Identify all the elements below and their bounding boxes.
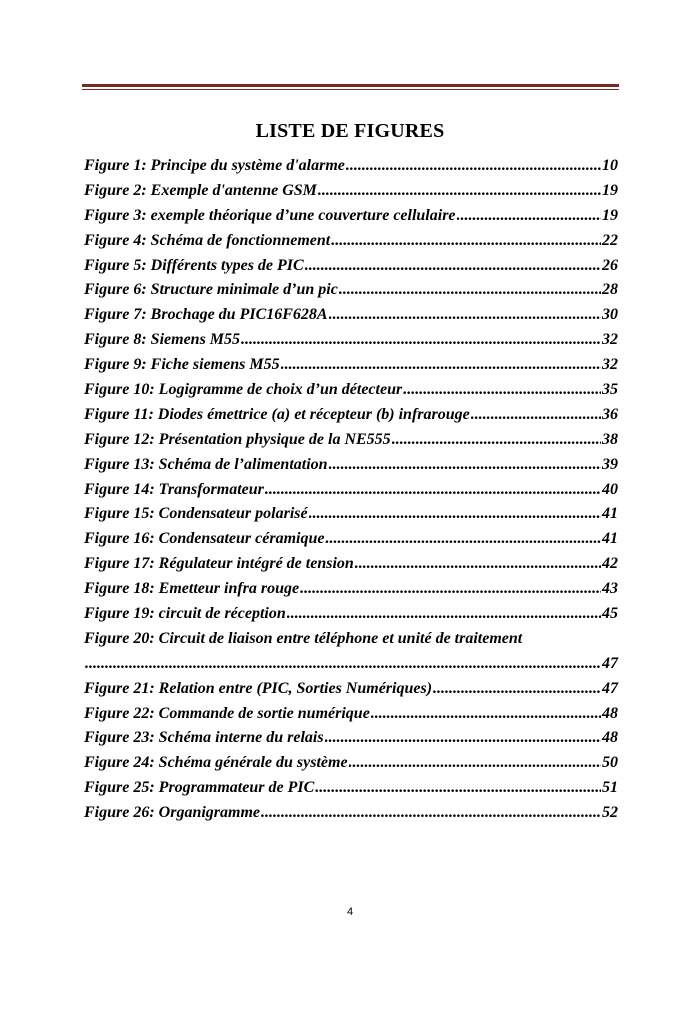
figure-page: 36	[602, 405, 618, 423]
dot-leader	[309, 502, 601, 527]
page-number: 4	[346, 906, 354, 918]
figure-list	[84, 154, 618, 826]
figure-page: 48	[602, 729, 618, 747]
toc-entry-figure-7[interactable]	[84, 303, 618, 328]
figure-label: Figure 18: Emetteur infra rouge	[84, 580, 300, 598]
dot-leader	[305, 254, 601, 279]
dot-leader	[85, 652, 601, 677]
toc-entry-figure-26[interactable]	[84, 801, 618, 826]
toc-entry-figure-12[interactable]	[84, 428, 618, 453]
toc-entry-figure-18[interactable]	[84, 577, 618, 602]
figure-page: 32	[602, 356, 618, 374]
figure-label: Figure 19: circuit de réception	[84, 605, 286, 623]
dot-leader	[329, 453, 601, 478]
figure-page: 45	[602, 605, 618, 623]
toc-entry-figure-21[interactable]	[84, 677, 618, 702]
dot-leader	[371, 702, 601, 727]
toc-entry-figure-8[interactable]	[84, 328, 618, 353]
figure-label: Figure 1: Principe du système d'alarme	[84, 157, 345, 174]
toc-entry-figure-24[interactable]	[84, 751, 618, 776]
figure-page: 43	[602, 580, 618, 598]
figure-label: Figure 23: Schéma interne du relais	[84, 729, 324, 747]
dot-leader	[457, 204, 601, 229]
figure-label: Figure 17: Régulateur intégré de tension	[84, 555, 354, 573]
figure-page: 26	[602, 256, 618, 274]
figure-label: Figure 26: Organigramme	[84, 804, 261, 822]
figure-page: 28	[602, 281, 618, 299]
toc-entry-figure-23[interactable]	[84, 726, 618, 751]
figure-page: 32	[602, 331, 618, 349]
toc-entry-figure-6[interactable]	[84, 278, 618, 303]
toc-entry-figure-17[interactable]	[84, 552, 618, 577]
toc-entry-figure-22[interactable]	[84, 702, 618, 727]
figure-page: 10	[602, 157, 618, 174]
dot-leader	[349, 751, 601, 776]
toc-entry-figure-16[interactable]	[84, 527, 618, 552]
figure-page: 38	[602, 430, 618, 448]
figure-label: Figure 2: Exemple d'antenne GSM	[84, 181, 317, 199]
toc-entry-figure-11[interactable]	[84, 403, 618, 428]
toc-entry-figure-13[interactable]	[84, 453, 618, 478]
figure-page: 47	[602, 654, 618, 672]
dot-leader	[325, 527, 601, 552]
toc-entry-figure-25[interactable]	[84, 776, 618, 801]
figure-label: Figure 20: Circuit de liaison entre téléphone et unité de traitement	[84, 629, 523, 647]
figure-label: Figure 7: Brochage du PIC16F628A	[84, 306, 328, 324]
figure-page: 42	[602, 555, 618, 573]
figure-label: Figure 6: Structure minimale d’un pic	[84, 281, 338, 299]
toc-entry-figure-19[interactable]	[84, 602, 618, 627]
figure-label: Figure 15: Condensateur polarisé	[84, 505, 308, 523]
dot-leader	[325, 726, 601, 751]
figure-page: 41	[602, 530, 618, 548]
toc-entry-figure-3[interactable]	[84, 204, 618, 229]
figure-page: 48	[602, 704, 618, 722]
dot-leader	[315, 776, 601, 801]
dot-leader	[331, 229, 601, 254]
figure-page: 22	[602, 231, 618, 249]
figure-page: 41	[602, 505, 618, 523]
dot-leader	[339, 278, 601, 303]
figure-label: Figure 22: Commande de sortie numérique	[84, 704, 370, 722]
dot-leader	[471, 403, 601, 428]
figure-label: Figure 4: Schéma de fonctionnement	[84, 231, 331, 249]
figure-label: Figure 10: Logigramme de choix d’un détecteur	[84, 381, 403, 399]
dot-leader	[433, 677, 601, 702]
figure-label: Figure 14: Transformateur	[84, 480, 264, 498]
figure-page: 39	[602, 455, 618, 473]
dot-leader	[403, 378, 601, 403]
toc-entry-figure-2[interactable]	[84, 179, 618, 204]
header-rule-thin	[82, 89, 619, 90]
figure-label: Figure 5: Différents types de PIC	[84, 256, 304, 274]
page-title: LISTE DE FIGURES	[255, 120, 445, 142]
figure-label: Figure 13: Schéma de l’alimentation	[84, 455, 328, 473]
header-rule	[82, 84, 619, 87]
figure-page: 47	[602, 679, 618, 697]
dot-leader	[287, 602, 601, 627]
figure-label: Figure 16: Condensateur céramique	[84, 530, 325, 548]
figure-page: 30	[602, 306, 618, 324]
figure-page: 35	[602, 381, 618, 399]
toc-entry-figure-10[interactable]	[84, 378, 618, 403]
figure-page: 51	[602, 779, 618, 797]
toc-entry-figure-4[interactable]	[84, 229, 618, 254]
figure-label: Figure 21: Relation entre (PIC, Sorties Numériques)	[84, 679, 433, 697]
dot-leader	[355, 552, 601, 577]
toc-entry-figure-5[interactable]	[84, 254, 618, 279]
figure-label: Figure 24: Schéma générale du système	[84, 754, 348, 772]
toc-entry-figure-1[interactable]	[84, 154, 618, 179]
toc-entry-figure-14[interactable]	[84, 478, 618, 503]
figure-page: 19	[602, 181, 618, 199]
figure-page: 52	[602, 804, 618, 822]
toc-entry-figure-20[interactable]	[84, 627, 618, 677]
figure-label: Figure 8: Siemens M55	[84, 331, 241, 349]
dot-leader	[265, 478, 601, 503]
dot-leader	[281, 353, 601, 378]
figure-label: Figure 11: Diodes émettrice (a) et récepteur (b) infrarouge	[84, 405, 470, 423]
dot-leader	[346, 154, 601, 179]
figure-page: 50	[602, 754, 618, 772]
dot-leader	[241, 328, 601, 353]
toc-entry-figure-15[interactable]	[84, 502, 618, 527]
dot-leader	[300, 577, 601, 602]
figure-label: Figure 12: Présentation physique de la NE555	[84, 430, 391, 448]
dot-leader	[261, 801, 601, 826]
figure-leader-line	[84, 652, 618, 677]
toc-entry-figure-9[interactable]	[84, 353, 618, 378]
figure-label: Figure 3: exemple théorique d’une couverture cellulaire	[84, 206, 456, 224]
dot-leader	[318, 179, 601, 204]
dot-leader	[392, 428, 601, 453]
figure-page: 40	[602, 480, 618, 498]
figure-label: Figure 9: Fiche siemens M55	[84, 356, 280, 374]
figure-page: 19	[602, 206, 618, 224]
figure-label: Figure 25: Programmateur de PIC	[84, 779, 315, 797]
dot-leader	[329, 303, 601, 328]
